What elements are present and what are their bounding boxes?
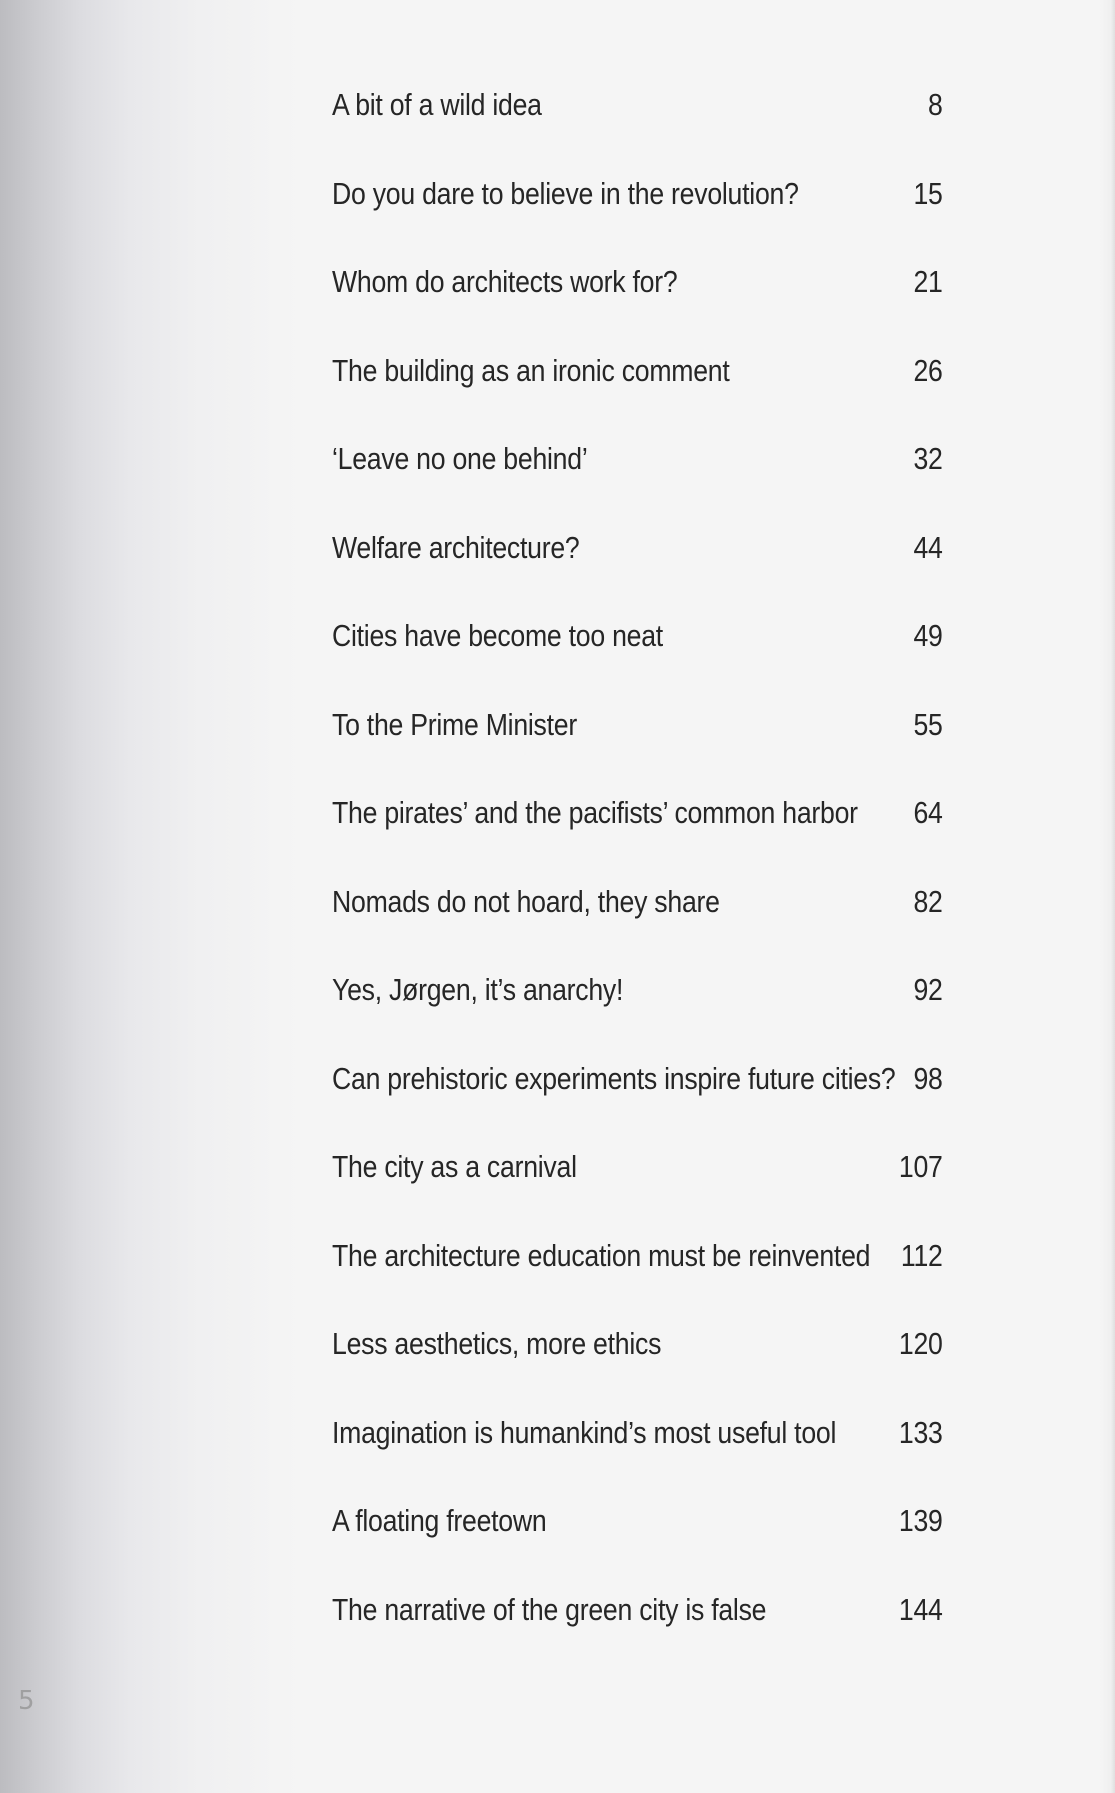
toc-entry-page: 133 [898, 1415, 943, 1450]
toc-entry [332, 878, 943, 926]
toc-entry-title: The pirates’ and the pacifists’ common harbor [332, 795, 858, 830]
toc-entry-title: A floating freetown [332, 1503, 547, 1538]
toc-entry-title: Nomads do not hoard, they share [332, 884, 720, 919]
toc-entry-page: 107 [898, 1149, 943, 1184]
toc-entry-title: The building as an ironic comment [332, 353, 730, 388]
toc-entry [332, 789, 943, 837]
toc-entry [332, 1232, 943, 1280]
toc-entry-page: 8 [928, 87, 943, 122]
toc-entry [332, 966, 943, 1014]
toc-entry [332, 1409, 943, 1457]
toc-entry-page: 64 [913, 795, 943, 830]
toc-entry-page: 144 [898, 1592, 943, 1627]
toc-entry [332, 524, 943, 572]
toc-entry [332, 1143, 943, 1191]
toc-entry [332, 1055, 943, 1103]
toc-entry-page: 49 [913, 618, 943, 653]
toc-entry-title: Do you dare to believe in the revolution? [332, 176, 799, 211]
toc-entry-title: The architecture education must be reinvented [332, 1238, 871, 1273]
toc-entry-title: The city as a carnival [332, 1149, 577, 1184]
toc-entry-page: 32 [913, 441, 943, 476]
toc-entry-title: To the Prime Minister [332, 707, 577, 742]
toc-entry-page: 15 [913, 176, 943, 211]
page-number: 5 [18, 1686, 35, 1716]
toc-entry [332, 1497, 943, 1545]
toc-entry [332, 612, 943, 660]
toc-entry-page: 21 [913, 264, 943, 299]
toc-entry-page: 139 [898, 1503, 943, 1538]
toc-entry [332, 701, 943, 749]
toc-entry-title: ‘Leave no one behind’ [332, 441, 588, 476]
toc-entry [332, 258, 943, 306]
toc-entry [332, 347, 943, 395]
toc-entry [332, 435, 943, 483]
toc-entry-page: 98 [913, 1061, 943, 1096]
toc-entry-title: The narrative of the green city is false [332, 1592, 767, 1627]
toc-entry [332, 1320, 943, 1368]
toc-entry-page: 55 [913, 707, 943, 742]
toc-entry-title: Can prehistoric experiments inspire future cities? [332, 1061, 896, 1096]
toc-entry-page: 92 [913, 972, 943, 1007]
toc-entry [332, 170, 943, 218]
toc-entry-page: 112 [900, 1238, 943, 1273]
toc-entry-title: Cities have become too neat [332, 618, 663, 653]
toc-entry-title: Whom do architects work for? [332, 264, 678, 299]
toc-entry-page: 26 [913, 353, 943, 388]
toc-entry-page: 44 [913, 530, 943, 565]
toc-entry [332, 1586, 943, 1634]
toc-entry-title: Imagination is humankind’s most useful tool [332, 1415, 837, 1450]
toc-entry-page: 120 [898, 1326, 943, 1361]
toc-entry-title: A bit of a wild idea [332, 87, 542, 122]
toc-entry [332, 81, 943, 129]
page-edge-shadow [1111, 0, 1115, 1793]
toc-entry-title: Yes, Jørgen, it’s anarchy! [332, 972, 624, 1007]
toc-entry-page: 82 [913, 884, 943, 919]
toc-entry-title: Welfare architecture? [332, 530, 580, 565]
toc-entry-title: Less aesthetics, more ethics [332, 1326, 662, 1361]
